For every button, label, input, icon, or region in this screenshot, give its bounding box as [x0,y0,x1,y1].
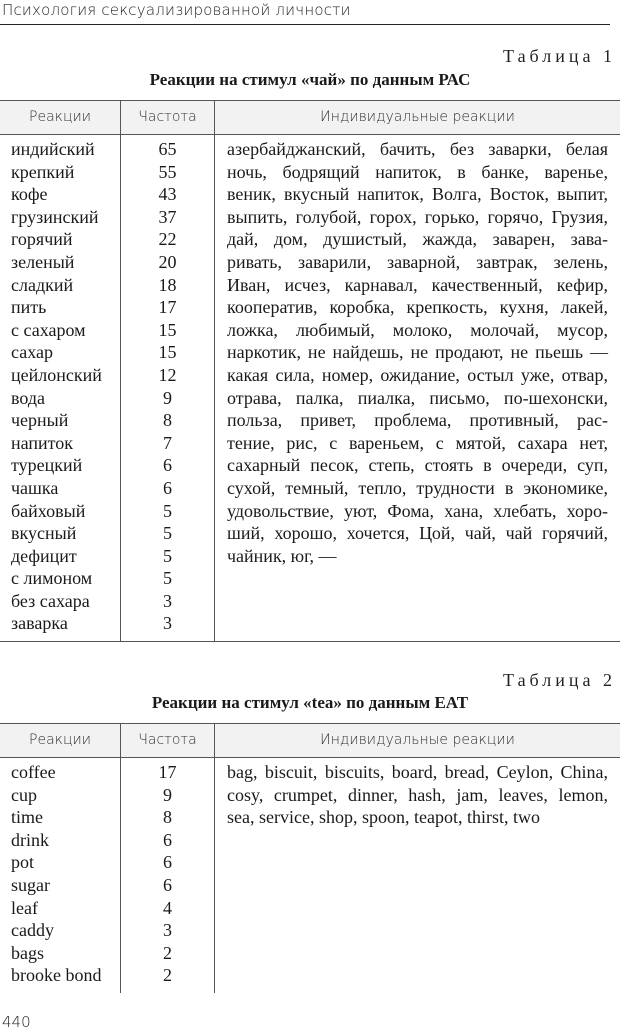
individual-line: азербайджанский, бачить, без заварки, белая [227,139,608,159]
reaction-word: вода [11,387,46,408]
individual-line: чайник, юг, — [227,545,337,566]
frequency-value: 6 [163,455,172,476]
frequency-value: 5 [163,568,172,589]
frequency-value: 37 [158,206,177,227]
reaction-word: грузинский [11,206,99,227]
frequency-value: 15 [158,319,177,340]
individual-line: удовольствие, уют, Фома, хана, хлебать, хоро- [227,500,608,521]
table-1-number: Таблица 1 [503,46,616,66]
reaction-word: индийский [11,139,95,159]
running-head: Психология сексуализированной личности [0,0,610,25]
table-2-reactions-column [11,761,119,987]
individual-line: дай, дом, душистый, жажда, заварен, зава- [227,229,608,250]
reaction-word: пить [11,297,47,318]
header-reactions: Реакции [29,732,91,748]
reaction-word: coffee [11,762,56,782]
individual-line: какая сила, номер, ожидание, остыл уже, отвар, [227,364,608,385]
individual-line: тение, рис, с вареньем, с мятой, сахара нет, [227,432,608,453]
reaction-word: дефицит [11,545,77,566]
header-individual: Индивидуальные реакции [320,109,515,125]
header-frequency: Частота [138,109,197,125]
table-2 [0,723,620,993]
table-1-frequency-column [121,138,214,635]
reaction-word: cup [11,784,37,805]
reaction-word: без сахара [11,590,90,611]
frequency-value: 17 [158,297,177,318]
individual-line: ночь, бодрящий напиток, в банке, варенье, [227,161,608,182]
individual-line: наркотик, не найдешь, не продают, не пьешь — [227,342,608,363]
frequency-value: 3 [163,920,172,941]
table-1-caption: Реакции на стимул «чай» по данным РАС [149,70,471,89]
table-1-bottom-rule [0,641,620,642]
reaction-word: напиток [11,432,74,453]
table-2-individual-column [227,761,608,829]
reaction-word: кофе [11,184,48,205]
frequency-value: 22 [158,229,177,250]
table-2-header [0,723,620,758]
reaction-word: leaf [11,897,38,918]
page-number: 440 [2,1013,31,1031]
individual-line: сухой, темный, тепло, трудности в экономике, [227,477,608,498]
frequency-value: 8 [163,807,172,828]
frequency-value: 5 [163,523,172,544]
frequency-value: 5 [163,500,172,521]
table-1-header [0,100,620,135]
frequency-value: 20 [158,251,177,272]
frequency-value: 3 [163,590,172,611]
reaction-word: с сахаром [11,319,86,340]
reaction-word: крепкий [11,161,75,182]
individual-line: кооператив, коробка, крепкость, кухня, лакей, [227,297,608,318]
individual-line: отрава, палка, пиалка, письмо, по-шехонски, [227,387,608,408]
individual-line: выпить, голубой, горох, горько, горячо, Грузия, [227,206,608,227]
individual-line: cosy, crumpet, dinner, hash, jam, leaves, lemon, [227,784,608,805]
reaction-word: горячий [11,229,73,250]
frequency-value: 43 [158,184,177,205]
table-1-individual-column [227,138,608,567]
reaction-word: brooke bond [11,965,102,986]
table-1 [0,100,620,641]
table-1-reactions-column [11,138,119,635]
reaction-word: drink [11,829,49,850]
reaction-word: time [11,807,43,828]
reaction-word: вкусный [11,523,77,544]
header-reactions: Реакции [29,109,91,125]
reaction-word: pot [11,852,35,873]
reaction-word: сахар [11,342,53,363]
column-divider [214,100,215,641]
reaction-word: с лимоном [11,568,93,589]
frequency-value: 9 [163,387,172,408]
frequency-value: 12 [158,364,177,385]
reaction-word: sugar [11,874,50,895]
frequency-value: 8 [163,410,172,431]
individual-line: Иван, исчез, карнавал, качественный, кефир, [227,274,608,295]
reaction-word: заварка [11,613,68,634]
frequency-value: 4 [163,897,172,918]
frequency-value: 55 [158,161,177,182]
table-2-caption: Реакции на стимул «tea» по данным EAT [151,693,469,712]
reaction-word: чашка [11,477,59,498]
reaction-word: caddy [11,920,54,941]
header-individual: Индивидуальные реакции [320,732,515,748]
header-frequency: Частота [138,732,197,748]
individual-line: ший, хорошо, хочется, Цой, чай, чай горячий, [227,523,608,544]
frequency-value: 15 [158,342,177,363]
individual-line: bag, biscuit, biscuits, board, bread, Ceylon, China, [227,762,608,782]
frequency-value: 6 [163,477,172,498]
reaction-word: bags [11,942,44,963]
individual-line: ложка, любимый, молоко, молочай, мусор, [227,319,608,340]
table-2-number: Таблица 2 [503,670,616,690]
frequency-value: 2 [163,965,172,986]
frequency-value: 17 [158,762,177,782]
reaction-word: черный [11,410,69,431]
table-2-frequency-column [121,761,214,987]
individual-line: сахарный песок, степь, стоять в очереди, суп, [227,455,608,476]
frequency-value: 65 [158,139,177,159]
frequency-value: 5 [163,545,172,566]
column-divider [214,723,215,993]
reaction-word: байховый [11,500,86,521]
individual-line: sea, service, shop, spoon, teapot, thirst, two [227,807,540,828]
individual-line: ривать, заварили, заварной, завтрак, зелень, [227,251,608,272]
individual-line: веник, вкусный напиток, Волга, Восток, выпит, [227,184,608,205]
reaction-word: зеленый [11,251,75,272]
reaction-word: турецкий [11,455,83,476]
frequency-value: 6 [163,829,172,850]
frequency-value: 18 [158,274,177,295]
frequency-value: 7 [163,432,172,453]
reaction-word: цейлонский [11,364,102,385]
reaction-word: сладкий [11,274,74,295]
frequency-value: 2 [163,942,172,963]
frequency-value: 3 [163,613,172,634]
frequency-value: 6 [163,852,172,873]
individual-line: польза, привет, проблема, противный, рас- [227,410,608,431]
frequency-value: 9 [163,784,172,805]
frequency-value: 6 [163,874,172,895]
